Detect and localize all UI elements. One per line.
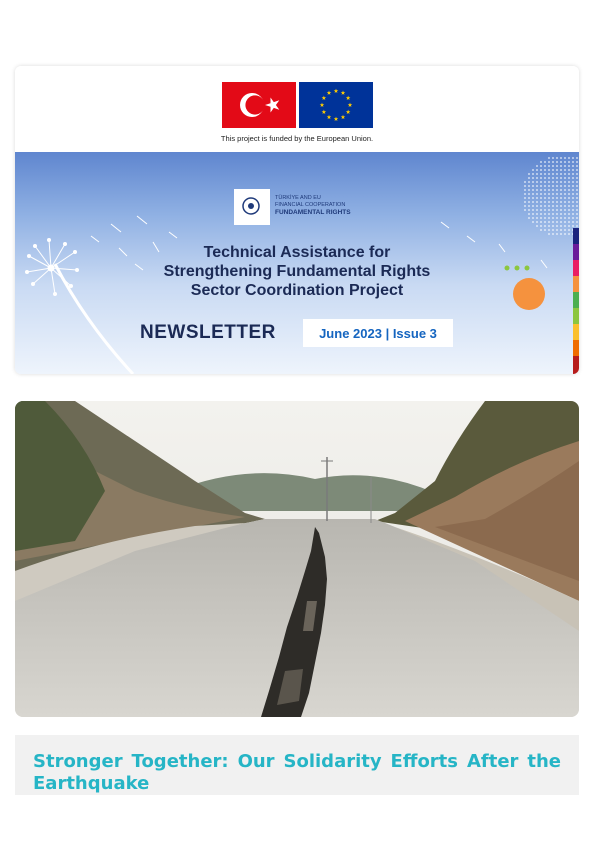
logo-mark-icon [233, 188, 273, 226]
eu-star-icon [334, 89, 339, 93]
eu-star-icon [322, 110, 327, 114]
eu-star-icon [327, 90, 332, 94]
fundamental-rights-logo [233, 188, 361, 226]
logo-text-line-3: FUNDAMENTAL RIGHTS [275, 209, 351, 216]
eu-star-icon [334, 117, 339, 121]
eu-star-icon [348, 103, 353, 107]
newsletter-banner [15, 152, 579, 374]
issue-badge [303, 319, 453, 347]
funding-flags-area [15, 66, 579, 152]
banner-title-line-3: Sector Coordination Project [190, 282, 404, 299]
banner-title-line-2: Strengthening Fundamental Rights [163, 263, 431, 280]
earthquake-crack-road-photo [15, 401, 579, 717]
funded-by-eu-note: This project is funded by the European Union. [220, 134, 374, 143]
eu-star-icon [346, 96, 351, 100]
logo-text-line-1: TÜRKİYE AND EU [275, 195, 321, 201]
issue-label: June 2023 | Issue 3 [319, 325, 437, 341]
eu-star-icon [341, 115, 346, 119]
rainbow-stripe-decoration [573, 228, 579, 374]
eu-star-icon [346, 110, 351, 114]
eu-star-icon [320, 103, 325, 107]
article-headline-box [15, 735, 579, 795]
logo-text-line-2: FINANCIAL COOPERATION [275, 202, 346, 208]
article-photo [15, 401, 579, 717]
eu-star-icon [341, 90, 346, 94]
article-headline[interactable]: Stronger Together: Our Solidarity Efforts After the Earthquake [33, 751, 561, 794]
banner-title-line-1: Technical Assistance for [203, 244, 391, 261]
eu-flag-icon [299, 82, 373, 128]
turkey-flag-icon [222, 82, 296, 128]
eu-star-icon [322, 96, 327, 100]
eu-star-icon [327, 115, 332, 119]
newsletter-label: NEWSLETTER [140, 322, 276, 343]
newsletter-header-card [15, 66, 579, 374]
